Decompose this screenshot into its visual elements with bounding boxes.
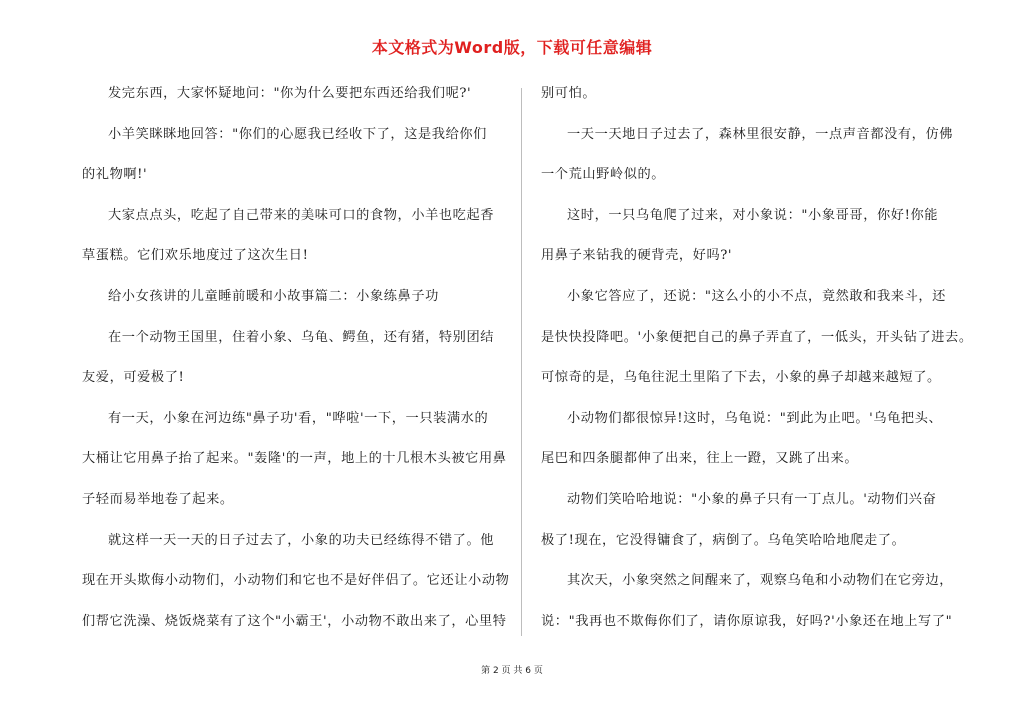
page-number-footer: 第 2 页 共 6 页: [481, 666, 543, 676]
text-line: 友爱，可爱极了!: [82, 370, 185, 386]
section-heading: 给小女孩讲的儿童睡前暖和小故事篇二：小象练鼻子功: [108, 288, 439, 304]
text-line: 极了!现在，它没得镛食了，病倒了。乌龟笑哈哈地爬走了。: [541, 532, 906, 548]
text-line: 其次天，小象突然之间醒来了，观察乌龟和小动物们在它旁边，: [567, 573, 954, 589]
text-line: 草蛋糕。它们欢乐地度过了这次生日!: [82, 248, 309, 264]
text-line: 这时，一只乌龟爬了过来，对小象说："小象哥哥，你好!你能: [567, 207, 939, 223]
text-line: 们帮它洗澡、烧饭烧菜有了这个"小霸王'，小动物不敢出来了，心里特: [82, 613, 507, 629]
right-text-column: [541, 74, 973, 642]
text-line: 发完东西，大家怀疑地问："你为什么要把东西还给我们呢?': [108, 86, 472, 101]
document-header-title: 本文格式为Word版，下载可任意编辑: [371, 38, 653, 57]
text-line: 小象它答应了，还说："这么小的小不点，竟然敢和我来斗，还: [567, 288, 946, 304]
left-text-column: [82, 74, 510, 642]
text-line: 一天一天地日子过去了，森林里很安静，一点声音都没有，仿佛: [567, 126, 954, 142]
text-line: 大家点点头，吃起了自己带来的美味可口的食物，小羊也吃起香: [108, 207, 495, 223]
text-line: 小羊笑眯眯地回答："你们的心愿我已经收下了，这是我给你们: [108, 126, 487, 142]
text-line: 尾巴和四条腿都伸了出来，往上一蹬，又跳了出来。: [541, 451, 859, 467]
text-line: 的礼物啊!': [82, 167, 148, 183]
text-line: 用鼻子来钻我的硬背壳，好吗?': [541, 248, 733, 264]
text-line: 在一个动物王国里，住着小象、乌龟、鳄鱼，还有猪，特别团结: [108, 329, 495, 345]
text-line: 有一天，小象在河边练"鼻子功'看，"哗啦'一下，一只装满水的: [108, 410, 489, 426]
column-divider: [521, 88, 522, 636]
text-line: 可惊奇的是，乌龟往泥土里陷了下去，小象的鼻子却越来越短了。: [541, 370, 941, 386]
text-line: 现在开头欺侮小动物们，小动物们和它也不是好伴侣了。它还让小动物: [82, 573, 510, 589]
text-line: 动物们笑哈哈地说："小象的鼻子只有一丁点儿。'动物们兴奋: [567, 491, 937, 507]
text-line: 小动物们都很惊异!这时，乌龟说："到此为止吧。'乌龟把头、: [567, 410, 943, 426]
text-line: 说："我再也不欺侮你们了，请你原谅我，好吗?'小象还在地上写了": [541, 613, 953, 629]
text-line: 子轻而易举地卷了起来。: [82, 491, 234, 507]
text-line: 一个荒山野岭似的。: [541, 167, 666, 183]
text-line: 就这样一天一天的日子过去了，小象的功夫已经练得不错了。他: [108, 532, 495, 548]
text-line: 大桶让它用鼻子抬了起来。"轰隆'的一声，地上的十几根木头被它用鼻: [82, 451, 507, 467]
text-line: 是快快投降吧。'小象便把自己的鼻子弄直了，一低头，开头钻了进去。: [541, 329, 973, 345]
text-line: 别可怕。: [541, 86, 597, 101]
